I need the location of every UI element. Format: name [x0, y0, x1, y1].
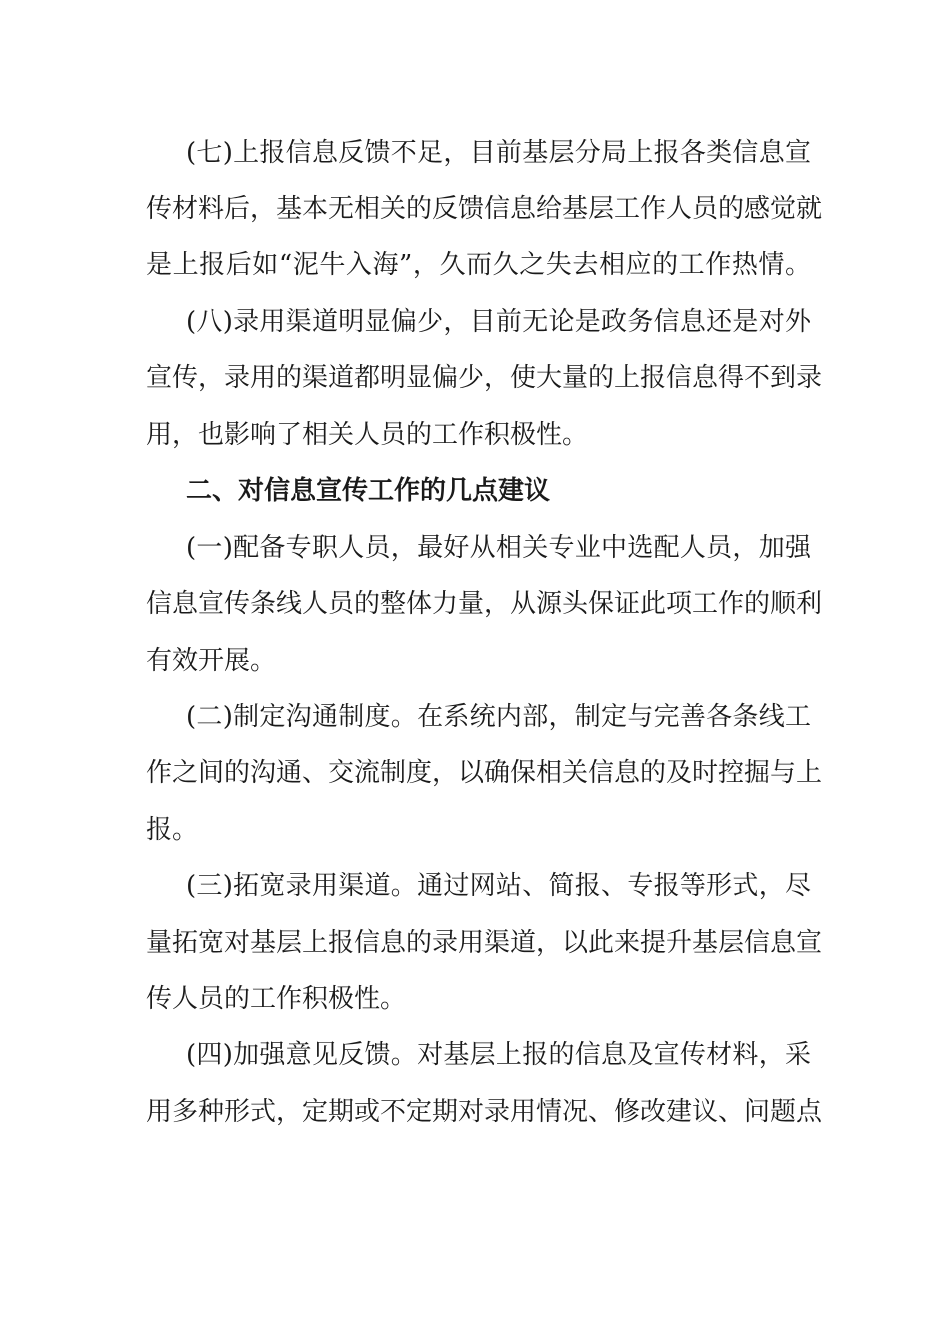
paragraph-7-line-1: (七)上报信息反馈不足，目前基层分局上报各类信息宣 [186, 138, 811, 168]
suggestion-3-line-3: 传人员的工作积极性。 [146, 984, 407, 1014]
suggestion-4-line-2: 用多种形式，定期或不定期对录用情况、修改建议、问题点 [146, 1097, 823, 1127]
suggestion-2-line-1: (二)制定沟通制度。在系统内部，制定与完善各条线工 [186, 702, 811, 732]
suggestion-1-line-1: (一)配备专职人员，最好从相关专业中选配人员，加强 [186, 533, 811, 563]
paragraph-8-line-3: 用，也影响了相关人员的工作积极性。 [146, 420, 589, 450]
paragraph-8-line-1: (八)录用渠道明显偏少，目前无论是政务信息还是对外 [186, 307, 811, 337]
suggestion-1-line-2: 信息宣传条线人员的整体力量，从源头保证此项工作的顺利 [146, 589, 823, 619]
suggestion-3-line-2: 量拓宽对基层上报信息的录用渠道，以此来提升基层信息宣 [146, 928, 823, 958]
paragraph-7-line-3: 是上报后如“泥牛入海”，久而久之失去相应的工作热情。 [146, 250, 811, 280]
suggestion-4-line-1: (四)加强意见反馈。对基层上报的信息及宣传材料，采 [186, 1040, 811, 1070]
paragraph-7-line-2: 传材料后，基本无相关的反馈信息给基层工作人员的感觉就 [146, 194, 823, 224]
paragraph-8-line-2: 宣传，录用的渠道都明显偏少，使大量的上报信息得不到录 [146, 363, 823, 393]
suggestion-2-line-2: 作之间的沟通、交流制度，以确保相关信息的及时控掘与上 [146, 758, 823, 788]
suggestion-3-line-1: (三)拓宽录用渠道。通过网站、简报、专报等形式，尽 [186, 871, 811, 901]
section-heading: 二、对信息宣传工作的几点建议 [186, 476, 551, 506]
suggestion-2-line-3: 报。 [146, 815, 199, 845]
suggestion-1-line-3: 有效开展。 [146, 646, 277, 676]
